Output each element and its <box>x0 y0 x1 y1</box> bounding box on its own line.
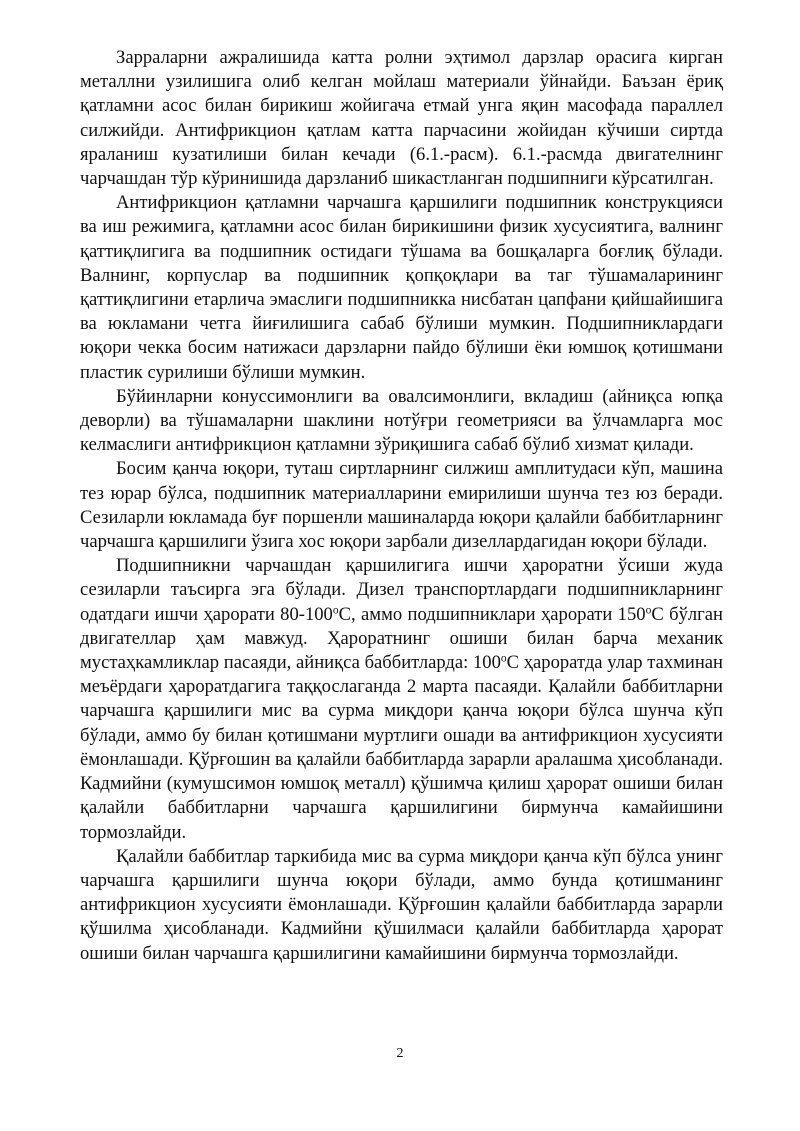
paragraph-6 <box>80 845 723 966</box>
paragraph-5 <box>80 554 723 844</box>
paragraph-text: С ҳароратда улар тахминан меъёрдаги ҳароратдагига таққослаганда 2 марта пасаяди. Қалайли баббитларни чарчашга қаршилиги мис ва сурма миқдори қанча юқори бўлса шунча кўп бўлади, аммо бу билан қотишмани муртлиги ошади ва антифрикцион хусусияти ёмонлашади. Қўрғошин ва қалайли баббитларда зарарли аралашма ҳисобланади. Кадмийни (кумушсимон юмшоқ металл) қўшимча қилиш ҳарорат ошиши билан қалайли баббитларни чарчашга қаршилигини бирмунча камайишини тормозлайди. <box>80 652 724 843</box>
paragraph-3 <box>80 385 723 458</box>
document-page <box>80 46 723 966</box>
degree-superscript: o <box>332 604 339 617</box>
paragraph-text: Антифрикцион қатламни чарчашга қаршилиги подшипник конструкцияси ва иш режимига, қатламни асос билан бирикишини физик хусусиятига, валнинг қаттиқлигига ва подшипник остидаги тўшама ва бошқаларга боғлиқ бўлади. Валнинг, корпуслар ва подшипник қопқоқлари ва таг тўшамаларининг қаттиқлигини етарлича эмаслиги подшипникка нисбатан цапфани қийшайишига ва юкламани четга йиғилишига сабаб бўлиши мумкин. Подшипниклардаги юқори чекка босим натижаси дарзларни пайдо бўлиши ёки юмшоқ қотишмани пластик сурилиши бўлиши мумкин. <box>80 192 723 383</box>
paragraph-text: Бўйинларни конуссимонлиги ва овалсимонлиги, вкладиш (айниқса юпқа деворли) ва тўшамаларни шаклини нотўғри геометрияси ва ўлчамларга мос келмаслиги антифрикцион қатламни зўриқишига сабаб бўлиб хизмат қилади. <box>80 385 723 456</box>
degree-superscript: o <box>500 652 507 665</box>
paragraph-text: Қалайли баббитлар таркибида мис ва сурма миқдори қанча кўп бўлса унинг чарчашга қаршилиги шунча юқори бўлади, аммо бунда қотишманинг антифрикцион хусусияти ёмонлашади. Қўрғошин қалайли баббитларда зарарли қўшилма ҳисобланади. Кадмийни қўшилмаси қалайли баббитларда ҳарорат ошиши билан чарчашга қаршилигини камайишини бирмунча тормозлайди. <box>80 845 723 964</box>
paragraph-text: Зарраларни ажралишида катта ролни эҳтимол дарзлар орасига кирган металлни узилишига олиб келган мойлаш материали ўйнайди. Баъзан ёриқ қатламни асос билан бирикиш жойигача етмай унга яқин масофада параллел силжийди. Антифрикцион қатлам катта парчасини жойидан кўчиши сиртда яраланиш кузатилиши билан кечади (6.1.-расм). 6.1.-расмда двигателнинг чарчашдан тўр кўринишида дарзланиб шикастланган подшипниги кўрсатилган. <box>80 47 723 190</box>
degree-superscript: o <box>645 604 652 617</box>
paragraph-text: Подшипникни чарчашдан қаршилигига ишчи ҳароратни ўсиши жуда сезиларли таъсирга эга бўлади. Дизел транспортлардаги подшипникларнинг одатдаги ишчи ҳарорати 80-100 <box>80 555 723 625</box>
paragraph-text: С бўлган двигателлар ҳам мавжуд. Ҳароратнинг ошиши билан барча механик мустаҳкамликлар пасаяди, айниқса баббитларда: 100 <box>80 603 723 674</box>
paragraph-2 <box>80 191 723 385</box>
paragraph-text: С, аммо подшипниклари ҳарорати 150 <box>338 603 646 625</box>
paragraph-1 <box>80 46 723 191</box>
paragraph-4 <box>80 457 723 554</box>
paragraph-text: Босим қанча юқори, туташ сиртларнинг силжиш амплитудаси кўп, машина тез юрар бўлса, подшипник материалларини емирилиши шунча тез юз беради. Сезиларли юкламада буғ поршенли машиналарда юқори қалайли баббитларнинг чарчашга қаршилиги ўзига хос юқори зарбали дизеллардагидан юқори бўлади. <box>80 458 723 553</box>
page-number: 2 <box>396 1046 404 1061</box>
